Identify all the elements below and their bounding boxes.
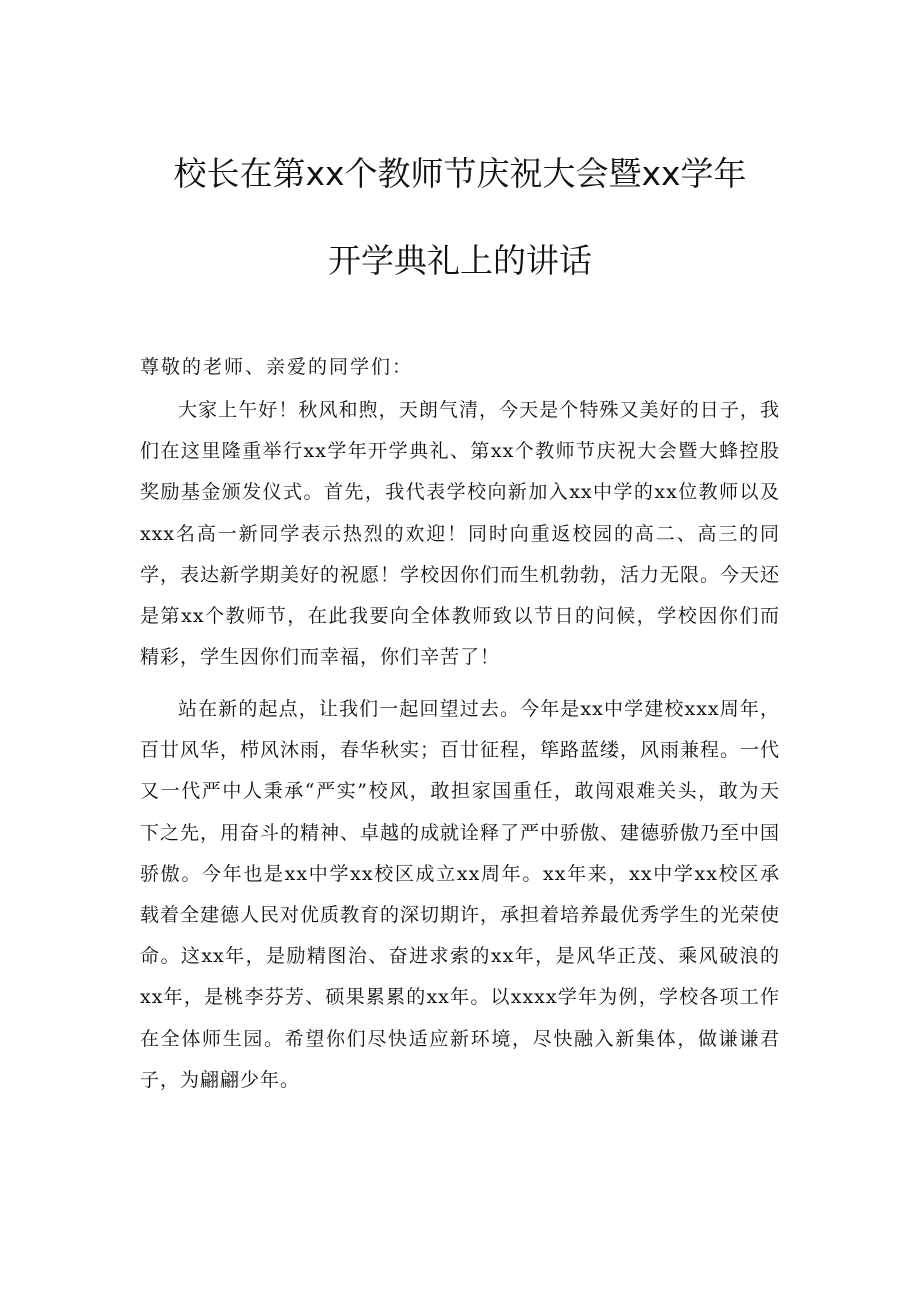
salutation: 尊敬的老师、亲爱的同学们： xyxy=(140,356,414,378)
body-paragraph-2: 站在新的起点，让我们一起回望过去。今年是xx中学建校xxx周年，百廿风华，栉风沐雨，春华秋实；百廿征程，筚路蓝缕，风雨兼程。一代又一代严中人秉承“严实”校风，敢担家国重任，敢闯艰难关头，敢为天下之先，用奋斗的精神、卓越的成就诠释了严中骄傲、建德骄傲乃至中国骄傲。今年也是xx中学xx校区成立xx周年。xx年来，xx中学xx校区承载着全建德人民对优质教育的深切期许，承担着培养最优秀学生的光荣使命。这xx年，是励精图治、奋进求索的xx年，是风华正茂、乘风破浪的xx年，是桃李芬芳、硕果累累的xx年。以xxxx学年为例，学校各项工作在全体师生园。希望你们尽快适应新环境，尽快融入新集体，做谦谦君子，为翩翩少年。 xyxy=(140,698,781,1091)
document-title-line-1: 校长在第xx个教师节庆祝大会暨xx学年 xyxy=(173,154,747,193)
document-title-line-2: 开学典礼上的讲话 xyxy=(328,241,592,280)
body-paragraph-1: 大家上午好！秋风和煦，天朗气清，今天是个特殊又美好的日子，我们在这里隆重举行xx学年开学典礼、第xx个教师节庆祝大会暨大蜂控股奖励基金颁发仪式。首先，我代表学校向新加入xx中学的xx位教师以及xxx名高一新同学表示热烈的欢迎！同时向重返校园的高二、高三的同学，表达新学期美好的祝愿！学校因你们而生机勃勃，活力无限。今天还是第xx个教师节，在此我要向全体教师致以节日的问候，学校因你们而精彩，学生因你们而幸福，你们辛苦了！ xyxy=(140,399,781,669)
